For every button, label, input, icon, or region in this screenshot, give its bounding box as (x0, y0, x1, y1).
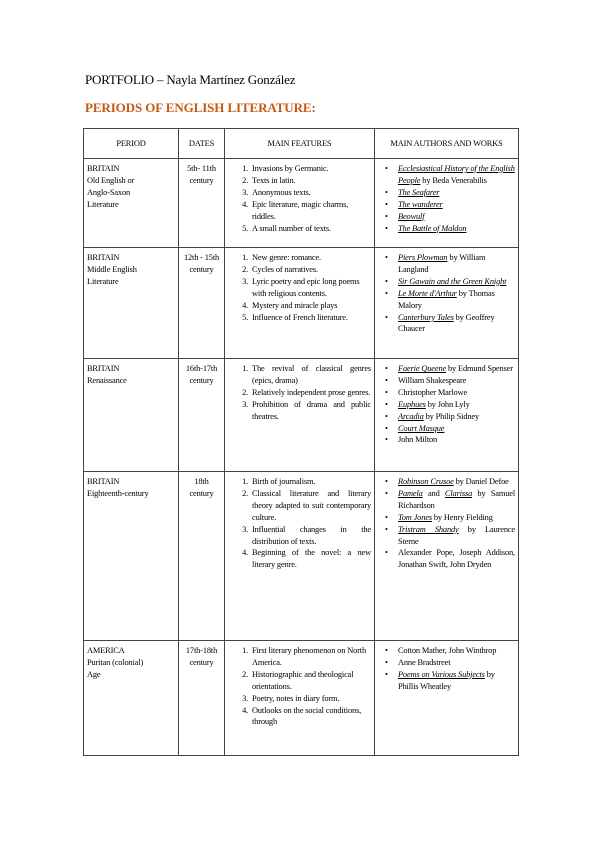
author-work-item (398, 512, 515, 524)
period-line: BRITAIN (87, 476, 120, 486)
table-row (84, 640, 519, 755)
work-title: Piers Plowman (398, 252, 448, 262)
feature-item: 1. Invasions by Germanic. (250, 163, 371, 175)
feature-item: 4. Mystery and miracle plays (250, 300, 371, 312)
period-cell (84, 247, 179, 358)
authors-cell (375, 158, 519, 247)
period-line: BRITAIN (87, 363, 120, 373)
authors-list (378, 363, 515, 446)
author-work-item (398, 476, 515, 488)
period-line: Middle English (87, 264, 137, 274)
work-title: Beowulf (398, 211, 425, 221)
author-text: by Geoffrey Chaucer (398, 312, 495, 334)
work-title: Poems on Various Subjects (398, 669, 485, 679)
table-row (84, 247, 519, 358)
dates-cell: 5th- 11th century (179, 158, 225, 247)
work-title: Ecclesiastical History of the English People (398, 163, 515, 185)
dates-cell: 12th - 15th century (179, 247, 225, 358)
features-list (228, 645, 371, 728)
authors-cell (375, 358, 519, 471)
work-title: Pamela (398, 488, 423, 498)
author-work-item (398, 363, 515, 375)
author-work-item (398, 434, 515, 446)
author-work-item (398, 423, 515, 435)
feature-item: 4. Outlooks on the social conditions, through (250, 705, 371, 729)
features-cell (225, 158, 375, 247)
features-cell (225, 358, 375, 471)
author-text: by John Lyly (425, 399, 470, 409)
period-line: Age (87, 669, 101, 679)
work-title: Clarissa (444, 488, 473, 498)
column-header-main-features: MAIN FEATURES (225, 129, 375, 159)
features-list (228, 252, 371, 324)
work-title: Arcadia (398, 411, 424, 421)
author-text: Alexander Pope, Joseph Addison, Jonathan Swift, John Dryden (398, 548, 515, 570)
author-work-item (398, 411, 515, 423)
author-text: by Phillis Wheatley (398, 669, 495, 691)
period-line: BRITAIN (87, 252, 120, 262)
period-cell (84, 158, 179, 247)
authors-cell (375, 471, 519, 640)
column-header-period: PERIOD (84, 129, 179, 159)
table-header-row (84, 129, 519, 159)
feature-item: 2. Classical literature and literary theory adapted to suit contemporary culture. (250, 488, 371, 524)
feature-item: 3. Lyric poetry and epic long poems with religious contents. (250, 276, 371, 300)
work-title: The wanderer (398, 199, 443, 209)
feature-item: 2. Cycles of narratives. (250, 264, 371, 276)
section-heading: PERIODS OF ENGLISH LITERATURE: (85, 100, 316, 115)
page-title: PORTFOLIO – Nayla Martínez González (85, 72, 296, 87)
dates-cell: 18th century (179, 471, 225, 640)
feature-item: 3. Influential changes in the distribution of texts. (250, 524, 371, 548)
author-work-item (398, 375, 515, 387)
features-list (228, 163, 371, 235)
author-text: by William Langland (398, 252, 486, 274)
period-line: Eighteenth-century (87, 488, 149, 498)
dates-cell: 17th-18th century (179, 640, 225, 755)
features-cell (225, 640, 375, 755)
authors-cell (375, 247, 519, 358)
feature-item: 4. Epic literature, magic charms, riddles. (250, 199, 371, 223)
work-title: Le Morte d'Arthur (398, 288, 457, 298)
feature-item: 3. Prohibition of drama and public theatres. (250, 399, 371, 423)
features-cell (225, 471, 375, 640)
work-title: The Battle of Maldon (398, 223, 467, 233)
period-cell (84, 640, 179, 755)
feature-item: 2. Historiographic and theological orientations. (250, 669, 371, 693)
column-header-main-authors: MAIN AUTHORS AND WORKS (375, 129, 519, 159)
period-line: Puritan (colonial) (87, 657, 144, 667)
feature-item: 5. Influence of French literature. (250, 312, 371, 324)
author-text: by Thomas Malory (398, 288, 495, 310)
feature-item: 3. Poetry, notes in diary form. (250, 693, 371, 705)
author-work-item (398, 312, 515, 336)
period-line: Literature (87, 276, 119, 286)
author-work-item (398, 399, 515, 411)
author-work-item (398, 211, 515, 223)
feature-item: 1. New genre: romance. (250, 252, 371, 264)
author-work-item (398, 252, 515, 276)
period-line: Literature (87, 199, 119, 209)
author-text: Anne Bradstreet (398, 657, 451, 667)
author-work-item (398, 547, 515, 571)
authors-list (378, 252, 515, 335)
author-text: by Henry Fielding (431, 512, 493, 522)
author-text: Christopher Marlowe (398, 387, 468, 397)
table-row (84, 158, 519, 247)
features-list (228, 363, 371, 423)
period-cell (84, 358, 179, 471)
authors-list (378, 645, 515, 693)
work-title: Robinson Crusoe (398, 476, 454, 486)
features-list (228, 476, 371, 571)
author-text: by Daniel Defoe (453, 476, 509, 486)
author-work-item (398, 223, 515, 235)
period-line: Old English or (87, 175, 135, 185)
author-work-item (398, 387, 515, 399)
author-work-item (398, 488, 515, 512)
feature-item: 1. Birth of journalism. (250, 476, 371, 488)
work-title: Faerie Queene (398, 363, 447, 373)
period-line: Renaissance (87, 375, 127, 385)
period-line: Anglo-Saxon (87, 187, 131, 197)
author-text: by Philip Sidney (423, 411, 480, 421)
author-text: John Milton (398, 435, 438, 445)
author-work-item (398, 276, 515, 288)
author-work-item (398, 288, 515, 312)
column-header-dates: DATES (179, 129, 225, 159)
work-title: The Seafarer (398, 187, 440, 197)
features-cell (225, 247, 375, 358)
period-line: BRITAIN (87, 163, 120, 173)
feature-item: 1. The revival of classical genres (epics, drama) (250, 363, 371, 387)
author-work-item (398, 524, 515, 548)
work-title: Tristram Shandy (398, 524, 459, 534)
work-title: Sir Gawain and the Green Knight (398, 276, 507, 286)
author-text: Cotton Mather, John Winthrop (398, 645, 497, 655)
literature-periods-table (83, 128, 519, 756)
author-work-item (398, 657, 515, 669)
period-cell (84, 471, 179, 640)
author-work-item (398, 645, 515, 657)
feature-item: 1. First literary phenomenon on North America. (250, 645, 371, 669)
author-work-item (398, 199, 515, 211)
table-row (84, 471, 519, 640)
dates-cell: 16th-17th century (179, 358, 225, 471)
work-title: Euphues (398, 399, 426, 409)
author-work-item (398, 163, 515, 187)
work-title: Tom Jones (398, 512, 432, 522)
period-line: AMERICA (87, 645, 125, 655)
authors-cell (375, 640, 519, 755)
author-work-item (398, 187, 515, 199)
feature-item: 2. Texts in latin. (250, 175, 371, 187)
author-text: by Samuel Richardson (398, 488, 516, 510)
feature-item: 5. A small number of texts. (250, 223, 371, 235)
work-title: Canterbury Tales (398, 312, 454, 322)
author-text: William Shakespeare (398, 375, 467, 385)
author-work-item (398, 669, 515, 693)
feature-item: 4. Beginning of the novel: a new literary genre. (250, 547, 371, 571)
author-text: by Edmund Spenser (446, 363, 513, 373)
authors-list (378, 163, 515, 235)
feature-item: 2. Relatively independent prose genres. (250, 387, 371, 399)
work-title: Court Masque (398, 423, 445, 433)
feature-item: 3. Anonymous texts. (250, 187, 371, 199)
author-text: by Beda Venerabilis (420, 175, 487, 185)
authors-list (378, 476, 515, 571)
author-text: and (422, 488, 445, 498)
table-row (84, 358, 519, 471)
author-text: by Laurence Sterne (398, 524, 515, 546)
